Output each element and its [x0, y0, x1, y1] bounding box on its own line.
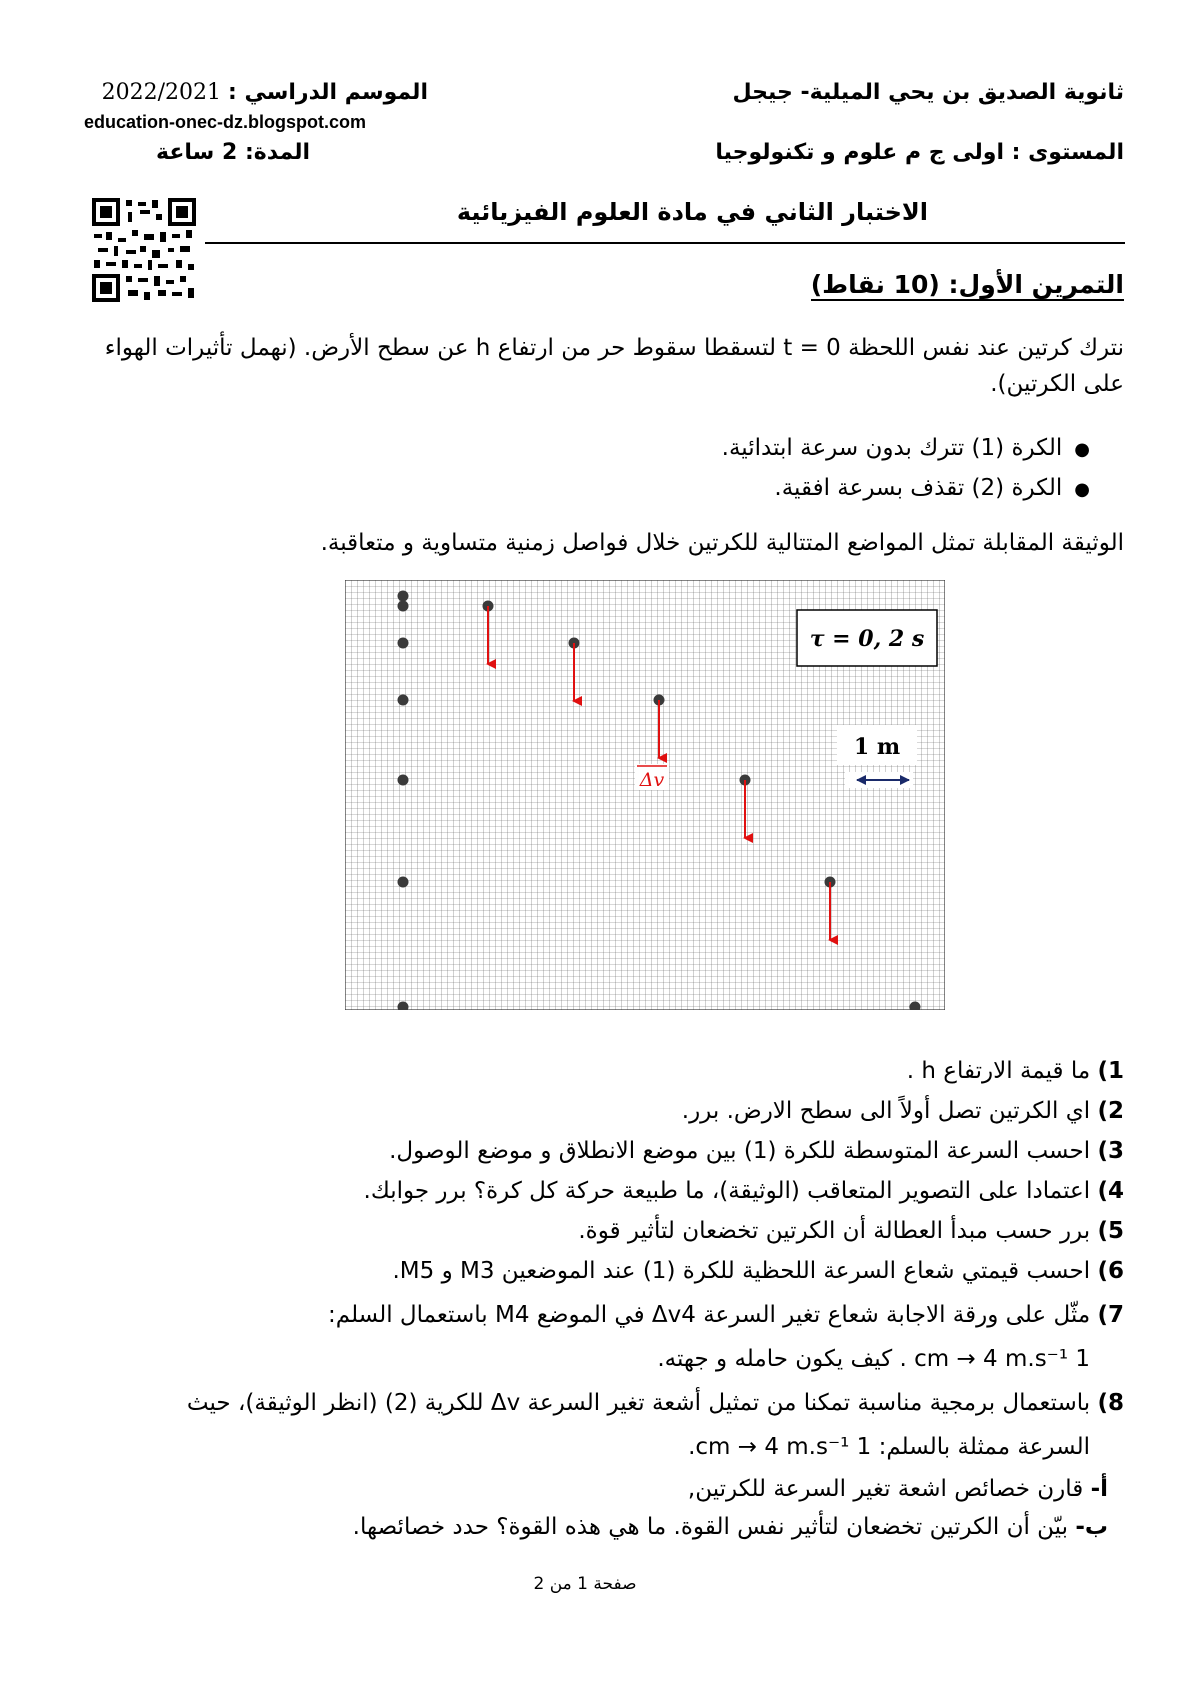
question-4	[80, 1172, 1124, 1210]
exercise-intro: نترك كرتين عند نفس اللحظة t = 0 لتسقطا سقوط حر من ارتفاع h عن سطح الأرض. (نهمل تأثيرات الهواء على الكرتين).	[104, 335, 1124, 397]
website: education-onec-dz.blogspot.com	[84, 112, 366, 132]
subquestion-label: ب-	[1075, 1514, 1108, 1540]
exercise-heading	[424, 270, 1124, 299]
ball1-point	[398, 638, 409, 649]
delta-v-label: Δv	[639, 769, 665, 791]
subquestion-a	[108, 1470, 1108, 1508]
question-8-scale: السرعة ممثلة بالسلم: 1 cm → 4 m.s⁻¹.	[688, 1434, 1090, 1460]
ball1-point	[398, 775, 409, 786]
school-name: ثانوية الصديق بن يحي الميلية- جيجل	[732, 80, 1124, 105]
question-8	[80, 1384, 1124, 1422]
question-6	[80, 1252, 1124, 1290]
page-number: صفحة 1 من 2	[533, 1574, 637, 1594]
question-7-scale: 1 cm → 4 m.s⁻¹ . كيف يكون حامله و جهته.	[657, 1346, 1090, 1372]
question-text: اي الكرتين تصل أولاً الى سطح الارض. برر.	[681, 1098, 1091, 1124]
bullet-text: الكرة (1) تترك بدون سرعة ابتدائية.	[721, 435, 1063, 461]
ball1-point	[398, 591, 409, 602]
question-text: باستعمال برمجية مناسبة تمكنا من تمثيل أشعة تغير السرعة Δv للكرية (2) (انظر الوثيقة)، حيث	[186, 1390, 1091, 1416]
subquestion-text: قارن خصائص اشعة تغير السرعة للكرتين,	[687, 1476, 1084, 1502]
question-number: 7)	[1097, 1302, 1124, 1328]
question-number: 2)	[1097, 1098, 1124, 1124]
question-number: 8)	[1097, 1390, 1124, 1416]
question-text: اعتمادا على التصوير المتعاقب (الوثيقة)، ما طبيعة حركة كل كرة؟ برر جوابك.	[363, 1178, 1091, 1204]
question-number: 3)	[1097, 1138, 1124, 1164]
question-3	[80, 1132, 1124, 1170]
document-description: الوثيقة المقابلة تمثل المواضع المتتالية للكرتين خلال فواصل زمنية متساوية و متعاقبة.	[320, 530, 1124, 556]
season	[88, 80, 428, 105]
subquestion-b	[108, 1508, 1108, 1546]
question-2	[80, 1092, 1124, 1130]
ball1-point	[398, 877, 409, 888]
header-divider	[205, 242, 1125, 244]
question-number: 5)	[1097, 1218, 1124, 1244]
bullet-dot: ●	[1074, 439, 1090, 460]
subquestion-text: بيّن أن الكرتين تخضعان لتأثير نفس القوة. ما هي هذه القوة؟ حدد خصائصها.	[352, 1514, 1069, 1540]
chronophotography-grid	[345, 580, 945, 1010]
question-text: برر حسب مبدأ العطالة أن الكرتين تخضعان لتأثير قوة.	[578, 1218, 1091, 1244]
exam-title: الاختبار الثاني في مادة العلوم الفيزيائية	[456, 198, 928, 226]
question-text: احسب السرعة المتوسطة للكرة (1) بين موضع الانطلاق و موضع الوصول.	[389, 1138, 1091, 1164]
ball1-point	[398, 695, 409, 706]
question-number: 4)	[1097, 1178, 1124, 1204]
bullet-1	[190, 430, 1090, 468]
qr-code	[92, 198, 196, 302]
bullet-text: الكرة (2) تقذف بسرعة افقية.	[774, 475, 1063, 501]
question-7	[80, 1296, 1124, 1334]
subquestion-label: أ-	[1090, 1476, 1108, 1502]
question-text: احسب قيمتي شعاع السرعة اللحظية للكرة (1) عند الموضعين M3 و M5.	[392, 1258, 1091, 1284]
level: المستوى : اولى ج م علوم و تكنولوجيا	[715, 140, 1124, 165]
bullet-dot: ●	[1074, 479, 1090, 500]
question-number: 1)	[1097, 1058, 1124, 1084]
tau-label: τ = 0, 2 s	[809, 626, 925, 652]
scale-label: 1 m	[853, 734, 901, 760]
question-number: 6)	[1097, 1258, 1124, 1284]
exercise-title: التمرين الأول: (10 نقاط)	[810, 270, 1124, 299]
season-value: 2022/2021	[101, 80, 222, 105]
ball1-point	[398, 601, 409, 612]
bullet-2	[190, 470, 1090, 508]
duration: المدة: 2 ساعة	[156, 140, 310, 165]
question-text: مثّل على ورقة الاجابة شعاع تغير السرعة Δv4 في الموضع M4 باستعمال السلم:	[328, 1302, 1091, 1328]
question-text: ما قيمة الارتفاع h .	[906, 1058, 1091, 1084]
question-5	[80, 1212, 1124, 1250]
season-label: الموسم الدراسي :	[228, 80, 428, 105]
question-1	[80, 1052, 1124, 1090]
